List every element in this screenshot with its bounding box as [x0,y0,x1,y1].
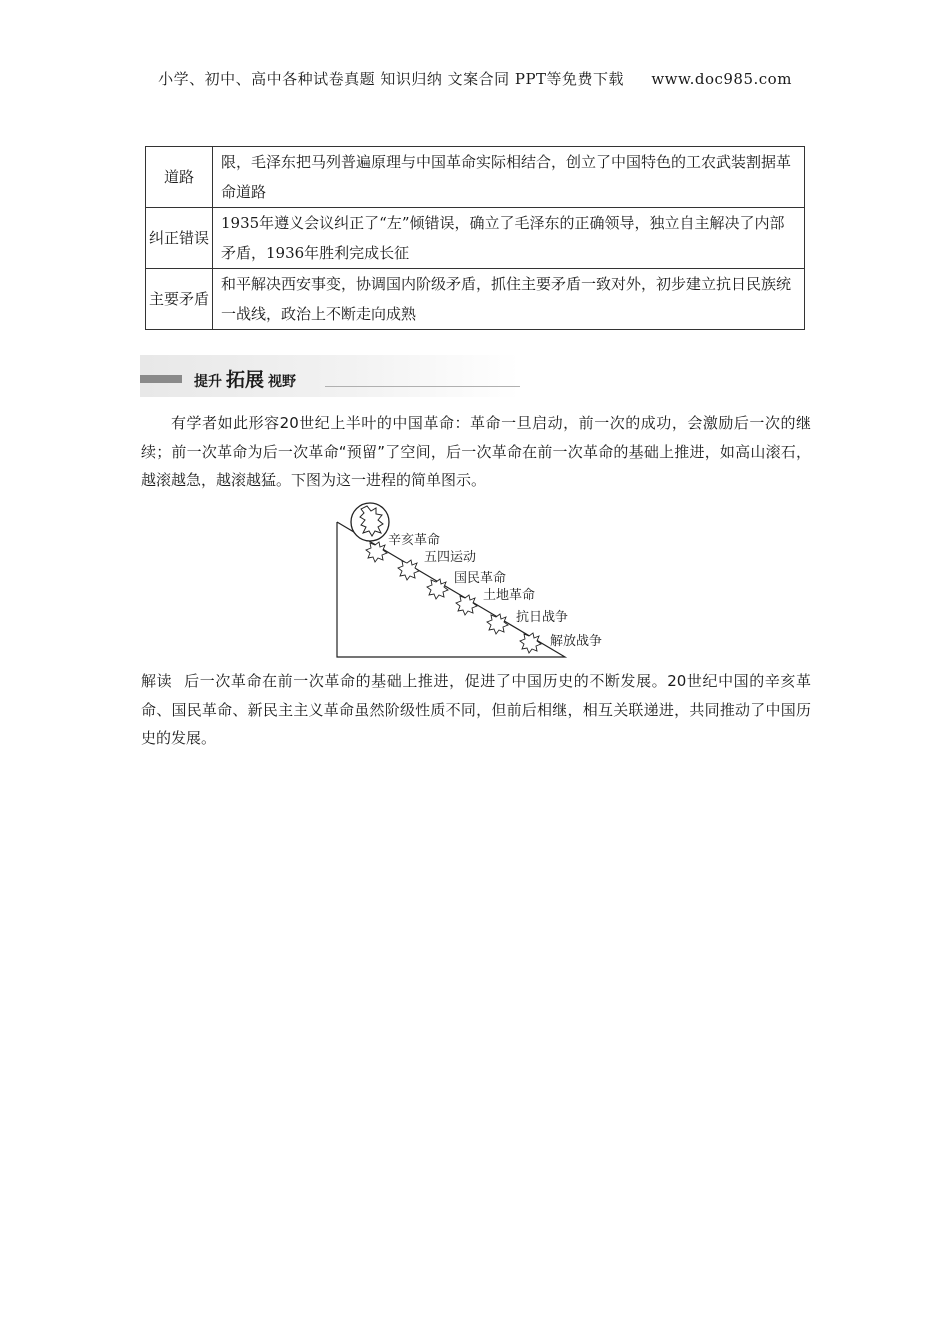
banner-rule [325,386,520,387]
diagram-label: 辛亥革命 [388,533,441,548]
diagram-label: 五四运动 [424,550,477,565]
header-title: 小学、初中、高中各种试卷真题 知识归纳 文案合同 PPT等免费下载 [158,70,625,88]
reading-label: 解读 [141,672,173,690]
intro-paragraph: 有学者如此形容20世纪上半叶的中国革命：革命一旦启动，前一次的成功，会激励后一次的继续；前一次革命为后一次革命“预留”了空间，后一次革命在前一次革命的基础上推进，如高山滚石，越滚越急，越滚越猛。下图为这一进程的简单图示。 [141,414,811,489]
row-body: 和平解决西安事变，协调国内阶级矛盾，抓住主要矛盾一致对外，初步建立抗日民族统一战线，政治上不断走向成熟 [213,269,805,330]
diagram-label: 抗日战争 [516,610,569,625]
section-banner [140,355,520,397]
row-head: 纠正错误 [146,208,213,269]
section-title-pre: 提升 [194,374,222,390]
revolution-slope-diagram [330,500,603,662]
section-title-main: 拓展 [226,369,265,391]
table-row [146,208,805,269]
row-head: 道路 [146,147,213,208]
row-body: 限，毛泽东把马列普遍原理与中国革命实际相结合，创立了中国特色的工农武装割据革命道路 [213,147,805,208]
rolling-boulder [351,503,389,541]
header-site[interactable]: www.doc985.com [651,70,792,88]
table-row [146,147,805,208]
content-table [145,146,805,330]
row-head: 主要矛盾 [146,269,213,330]
diagram-label: 国民革命 [454,571,507,586]
table-row [146,269,805,330]
reading-paragraph [141,667,811,753]
diagram-label: 解放战争 [550,634,603,649]
diagram-label: 土地革命 [483,588,536,603]
banner-marker [140,375,182,383]
reading-text: 后一次革命在前一次革命的基础上推进，促进了中国历史的不断发展。20世纪中国的辛亥革命、国民革命、新民主主义革命虽然阶级性质不同，但前后相继，相互关联递进，共同推动了中国历史的发展。 [141,672,811,747]
page-header [0,68,950,89]
row-body: 1935年遵义会议纠正了“左”倾错误，确立了毛泽东的正确领导，独立自主解决了内部矛盾，1936年胜利完成长征 [213,208,805,269]
section-title-post: 视野 [268,374,297,390]
section-title [194,365,296,392]
